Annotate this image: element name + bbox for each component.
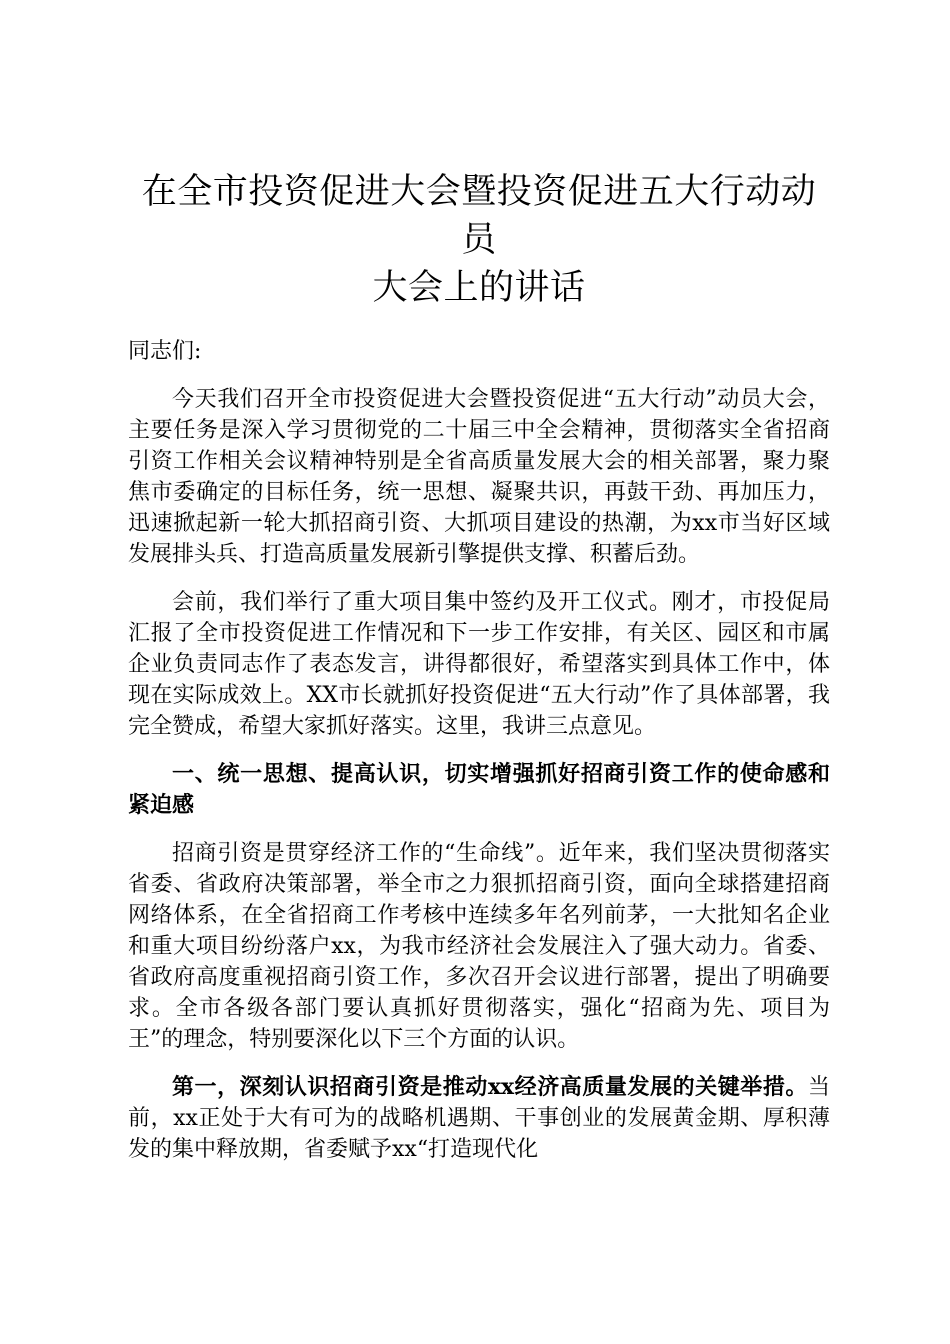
title-line-2: 大会上的讲话 [372, 268, 586, 308]
paragraph-intro: 今天我们召开全市投资促进大会暨投资促进“五大行动”动员大会，主要任务是深入学习贯彻党的二十届三中全会精神，贯彻落实全省招商引资工作相关会议精神特别是全省高质量发展大会的相关部署，聚力聚焦市委确定的目标任务，统一思想、凝聚共识，再鼓干劲、再加压力，迅速掀起新一轮大抓招商引资、大抓项目建设的热潮，为xx市当好区域发展排头兵、打造高质量发展新引擎提供支撑、积蓄后劲。 [128, 387, 830, 567]
paragraph-first-point [128, 1072, 830, 1165]
document-page [128, 168, 830, 1165]
greeting: 同志们: [128, 339, 202, 364]
document-title [128, 168, 830, 312]
section-heading-1: 一、统一思想、提高认识，切实增强抓好招商引资工作的使命感和紧迫感 [128, 761, 830, 818]
first-point-lead: 第一，深刻认识招商引资是推动xx经济高质量发展的关键举措。 [172, 1074, 808, 1100]
title-line-1: 在全市投资促进大会暨投资促进五大行动动员 [141, 172, 817, 260]
paragraph-investment: 招商引资是贯穿经济工作的“生命线”。近年来，我们坚决贯彻落实省委、省政府决策部署，举全市之力狠抓招商引资，面向全球搭建招商网络体系，在全省招商工作考核中连续多年名列前茅，一大批知名企业和重大项目纷纷落户xx，为我市经济社会发展注入了强大动力。省委、省政府高度重视招商引资工作，多次召开会议进行部署，提出了明确要求。全市各级各部门要认真抓好贯彻落实，强化“招商为先、项目为王”的理念，特别要深化以下三个方面的认识。 [128, 841, 830, 1052]
paragraph-meeting: 会前，我们举行了重大项目集中签约及开工仪式。刚才，市投促局汇报了全市投资促进工作情况和下一步工作安排，有关区、园区和市属企业负责同志作了表态发言，讲得都很好，希望落实到具体工作中，体现在实际成效上。XX市长就抓好投资促进“五大行动”作了具体部署，我完全赞成，希望大家抓好落实。这里，我讲三点意见。 [128, 590, 830, 739]
first-point-body: 当前，xx正处于大有可为的战略机遇期、干事创业的发展黄金期、厚积薄发的集中释放期，省委赋予xx“打造现代化 [128, 1075, 830, 1162]
